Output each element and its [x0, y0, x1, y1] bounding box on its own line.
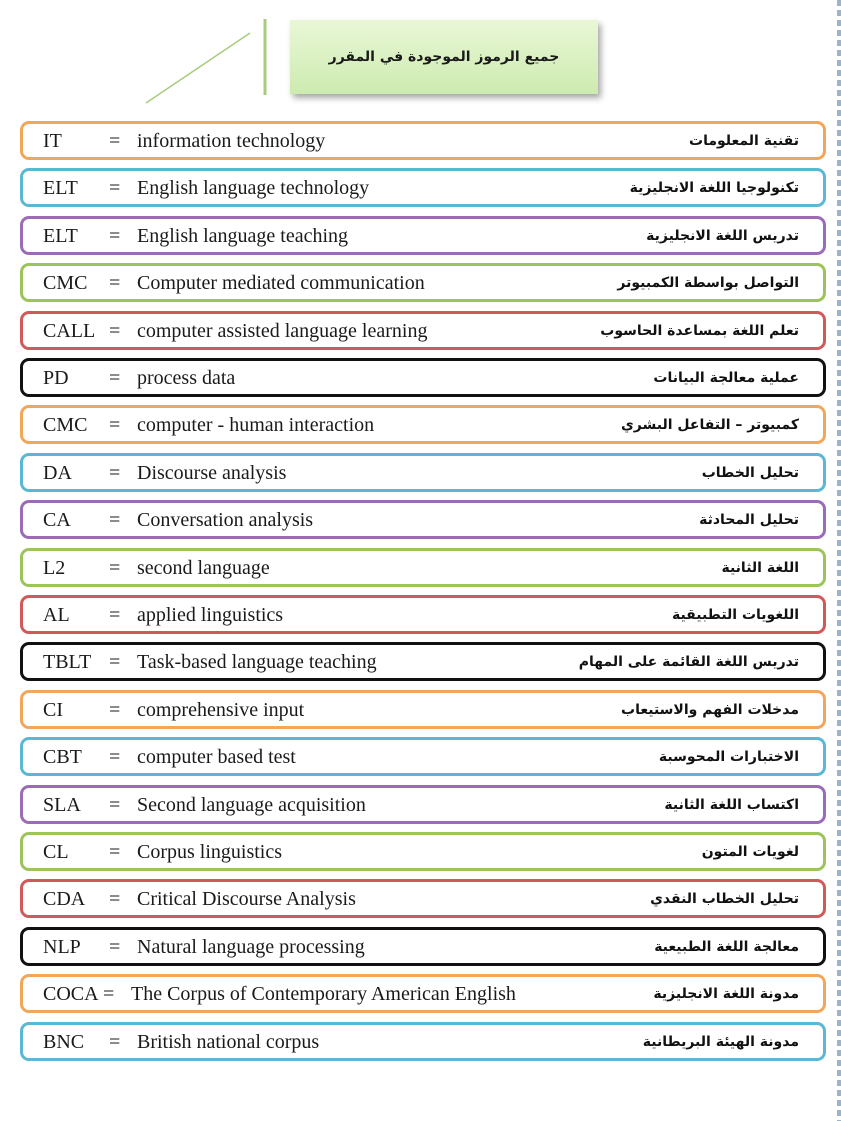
english-meaning: Conversation analysis: [137, 509, 314, 532]
equals-sign: =: [109, 414, 121, 437]
equals-sign: =: [103, 983, 115, 1006]
arabic-meaning: تدريس اللغة القائمة على المهام: [578, 654, 799, 671]
arabic-meaning: مدونة الهيئة البريطانية: [642, 1033, 799, 1050]
equals-sign: =: [109, 130, 121, 152]
arabic-meaning: مدخلات الفهم والاستيعاب: [621, 701, 799, 718]
equals-sign: =: [109, 509, 121, 532]
abbreviation-row: [20, 927, 826, 966]
equals-sign: =: [109, 272, 121, 295]
english-meaning: Natural language processing: [137, 935, 365, 958]
english-meaning: The Corpus of Contemporary American English: [131, 983, 516, 1006]
abbreviation: CMC: [43, 272, 88, 295]
abbreviation: ELT: [43, 224, 78, 247]
abbreviation-row: [20, 358, 826, 397]
arabic-meaning: تكنولوجيا اللغة الانجليزية: [629, 180, 799, 197]
arabic-meaning: اللغويات التطبيقية: [671, 607, 799, 623]
abbreviation-row: [20, 263, 826, 302]
abbreviation: L2: [43, 556, 66, 579]
equals-sign: =: [109, 224, 121, 247]
abbreviation-row: [20, 832, 826, 871]
equals-sign: =: [109, 177, 121, 200]
arabic-meaning: لغويات المتون: [701, 844, 799, 860]
english-meaning: computer - human interaction: [137, 414, 375, 437]
page-edge-border: [837, 0, 841, 1121]
english-meaning: Critical Discourse Analysis: [137, 888, 356, 911]
abbreviation-row: [20, 311, 826, 350]
abbreviation-row: [20, 121, 826, 160]
abbreviation-row: [20, 690, 826, 729]
arabic-meaning: الاختبارات المحوسبة: [658, 749, 799, 766]
abbreviation: BNC: [43, 1030, 85, 1053]
equals-sign: =: [109, 1030, 121, 1053]
arabic-meaning: تحليل المحادثة: [699, 512, 799, 529]
english-meaning: British national corpus: [137, 1030, 320, 1053]
abbreviation: AL: [43, 604, 70, 626]
english-meaning: computer assisted language learning: [137, 319, 428, 342]
equals-sign: =: [109, 793, 121, 816]
abbreviation-row: [20, 642, 826, 681]
abbreviation: CL: [43, 841, 69, 863]
equals-sign: =: [109, 651, 121, 674]
equals-sign: =: [109, 888, 121, 911]
arabic-meaning: تدريس اللغة الانجليزية: [646, 227, 799, 244]
english-meaning: Discourse analysis: [137, 461, 287, 484]
english-meaning: Corpus linguistics: [137, 841, 283, 863]
english-meaning: comprehensive input: [137, 698, 305, 721]
abbreviation: CBT: [43, 746, 82, 769]
english-meaning: information technology: [137, 130, 326, 152]
abbreviation: ELT: [43, 177, 78, 200]
decorative-lines: [140, 15, 270, 107]
equals-sign: =: [109, 604, 121, 626]
abbreviation-row: [20, 974, 826, 1013]
english-meaning: process data: [137, 367, 236, 389]
abbreviation: TBLT: [43, 651, 92, 674]
abbreviation-row: [20, 405, 826, 444]
equals-sign: =: [109, 935, 121, 958]
abbreviation-row: [20, 1022, 826, 1061]
equals-sign: =: [109, 746, 121, 769]
english-meaning: Task-based language teaching: [137, 651, 377, 674]
abbreviation-row: [20, 737, 826, 776]
english-meaning: computer based test: [137, 746, 296, 769]
abbreviation: CALL: [43, 319, 96, 342]
abbreviation: COCA: [43, 983, 99, 1006]
abbreviation-row: [20, 453, 826, 492]
abbreviation-row: [20, 216, 826, 255]
equals-sign: =: [109, 556, 121, 579]
abbreviation-row: [20, 785, 826, 824]
arabic-meaning: اللغة الثانية: [721, 559, 799, 576]
english-meaning: second language: [137, 556, 270, 579]
abbreviation-row: [20, 548, 826, 587]
english-meaning: English language teaching: [137, 224, 349, 247]
english-meaning: English language technology: [137, 177, 370, 200]
equals-sign: =: [109, 319, 121, 342]
abbreviation: DA: [43, 461, 72, 484]
arabic-meaning: تقنية المعلومات: [689, 133, 799, 149]
abbreviation: CA: [43, 509, 71, 532]
title-box: [290, 20, 598, 94]
arabic-meaning: اكتساب اللغة الثانية: [664, 796, 799, 813]
arabic-meaning: كمبيوتر – التفاعل البشري: [620, 417, 799, 434]
arabic-meaning: تحليل الخطاب النقدي: [650, 891, 799, 908]
equals-sign: =: [109, 367, 121, 389]
english-meaning: Computer mediated communication: [137, 272, 425, 295]
arabic-meaning: تعلم اللغة بمساعدة الحاسوب: [600, 322, 799, 339]
english-meaning: Second language acquisition: [137, 793, 366, 816]
abbreviation-row: [20, 500, 826, 539]
arabic-meaning: تحليل الخطاب: [701, 464, 799, 481]
abbreviation: PD: [43, 367, 69, 389]
english-meaning: applied linguistics: [137, 604, 284, 626]
equals-sign: =: [109, 841, 121, 863]
abbreviation: NLP: [43, 935, 81, 958]
abbreviation: CDA: [43, 888, 86, 911]
abbreviation: CI: [43, 698, 63, 721]
abbreviation: CMC: [43, 414, 88, 437]
arabic-meaning: معالجة اللغة الطبيعية: [654, 938, 799, 955]
page-title: جميع الرموز الموجودة في المقرر: [328, 49, 560, 65]
arabic-meaning: التواصل بواسطة الكمبيوتر: [617, 275, 799, 292]
equals-sign: =: [109, 461, 121, 484]
abbreviation: IT: [43, 130, 62, 152]
abbreviation-row: [20, 168, 826, 207]
abbreviation-row: [20, 595, 826, 634]
arabic-meaning: مدونة اللغة الانجليزية: [653, 986, 799, 1003]
arabic-meaning: عملية معالجة البيانات: [653, 370, 799, 386]
abbreviation-row: [20, 879, 826, 918]
abbreviation: SLA: [43, 793, 81, 816]
equals-sign: =: [109, 698, 121, 721]
